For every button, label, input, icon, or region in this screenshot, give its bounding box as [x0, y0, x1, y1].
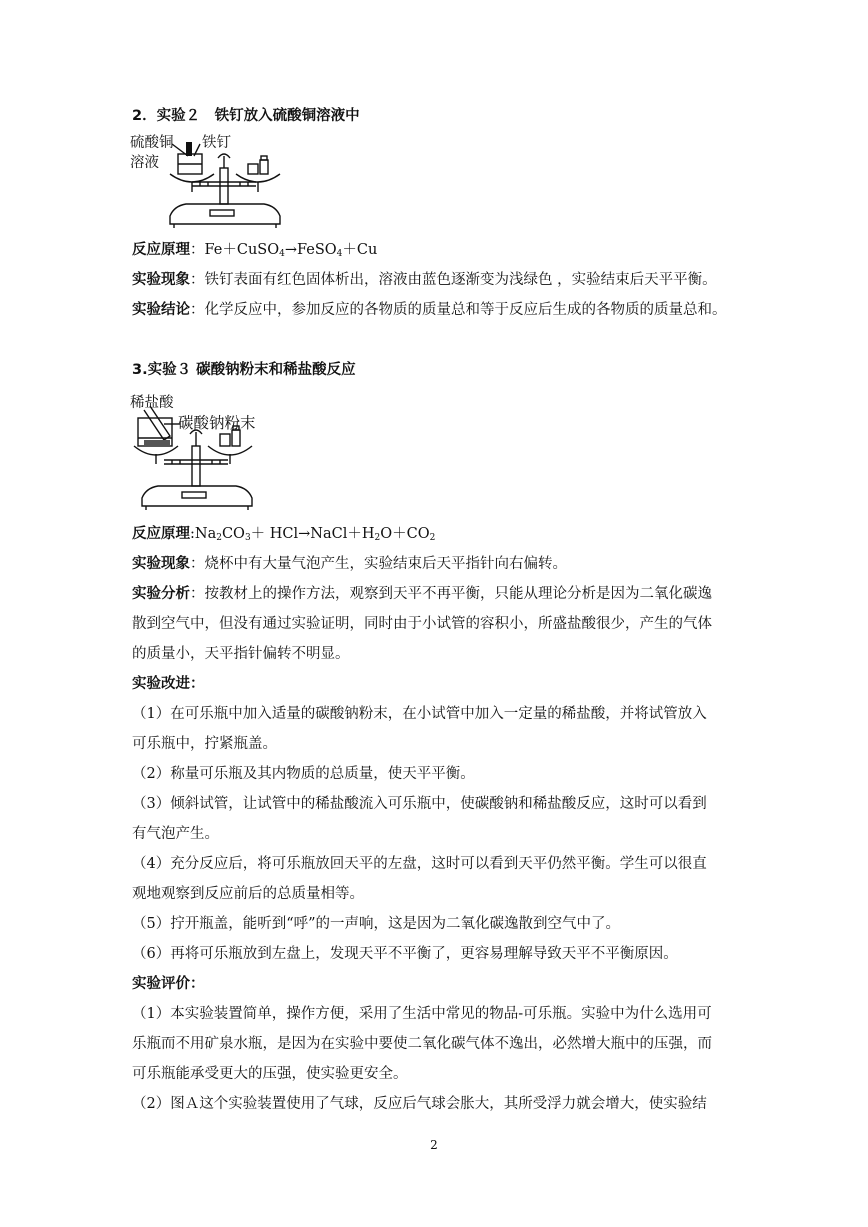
improvement-line: 可乐瓶中，拧紧瓶盖。 [132, 736, 277, 752]
label-solution: 溶液 [130, 155, 159, 171]
phenomenon-2: 实验现象：铁钉表面有红色固体析出，溶液由蓝色逐渐变为浅绿色 ，实验结束后天平平衡。 [132, 272, 717, 288]
improvement-line: （3）倾斜试管，让试管中的稀盐酸流入可乐瓶中，使碳酸钠和稀盐酸反应，这时可以看到 [132, 796, 707, 812]
analysis-line-1: 实验分析：按教材上的操作方法，观察到天平不再平衡，只能从理论分析是因为二氧化碳逸 [132, 586, 712, 602]
analysis-line-2: 散到空气中，但没有通过实验证明，同时由于小试管的容积小，所盛盐酸很少，产生的气体 [132, 616, 712, 632]
reaction-principle-3: 反应原理$:Na_2CO_3+$ $HCl\to NaCl+H_2O+CO_2$ [132, 526, 436, 543]
evaluation-line: 可乐瓶能承受更大的压强，使实验更安全。 [132, 1066, 408, 1082]
conclusion-2: 实验结论：化学反应中，参加反应的各物质的质量总和等于反应后生成的各物质的质量总和。 [132, 302, 727, 318]
improvement-line: （4）充分反应后，将可乐瓶放回天平的左盘，这时可以看到天平仍然平衡。学生可以很直 [132, 856, 707, 872]
improvement-line: 观地观察到反应前后的总质量相等。 [132, 886, 364, 902]
improvement-heading: 实验改进： [132, 676, 205, 692]
improvement-line: （5）拧开瓶盖，能听到“呼”的一声响，这是因为二氧化碳逸散到空气中了。 [132, 916, 621, 932]
phenomenon-3: 实验现象：烧杯中有大量气泡产生，实验结束后天平指针向右偏转。 [132, 556, 567, 572]
improvement-line: （1）在可乐瓶中加入适量的碳酸钠粉末，在小试管中加入一定量的稀盐酸，并将试管放入 [132, 706, 707, 722]
evaluation-line: （2）图Ａ这个实验装置使用了气球，反应后气球会胀大，其所受浮力就会增大，使实验结 [132, 1096, 707, 1112]
label-copper-sulfate: 硫酸铜 [130, 135, 174, 151]
improvement-line: （2）称量可乐瓶及其内物质的总质量，使天平平衡。 [132, 766, 475, 782]
section-3-heading: 3.实验３ 碳酸钠粉末和稀盐酸反应 [132, 362, 356, 378]
evaluation-line: 乐瓶而不用矿泉水瓶，是因为在实验中要使二氧化碳气体不逸出，必然增大瓶中的压强，而 [132, 1036, 712, 1052]
evaluation-line: （1）本实验装置简单，操作方便，采用了生活中常见的物品-可乐瓶。实验中为什么选用可 [132, 1006, 712, 1022]
section-2-heading: 2．实验２ 铁钉放入硫酸铜溶液中 [132, 108, 360, 124]
balance-figure-sodium-carbonate [130, 394, 300, 516]
analysis-line-3: 的质量小，天平指针偏转不明显。 [132, 646, 350, 662]
balance-figure-iron-nail [130, 132, 300, 232]
label-iron-nail: 铁钉 [202, 135, 231, 151]
label-sodium-carbonate: 碳酸钠粉末 [178, 414, 256, 432]
page-number: 2 [430, 1138, 438, 1152]
label-dilute-hcl: 稀盐酸 [130, 395, 174, 411]
balance-drawing-2 [130, 394, 300, 516]
improvement-line: 有气泡产生。 [132, 826, 219, 842]
reaction-principle-2: 反应原理：Fe＋CuSO$_4$→FeSO$_4$＋Cu [132, 242, 378, 259]
improvement-line: （6）再将可乐瓶放到左盘上，发现天平不平衡了，更容易理解导致天平不平衡原因。 [132, 946, 678, 962]
evaluation-heading: 实验评价： [132, 976, 205, 992]
